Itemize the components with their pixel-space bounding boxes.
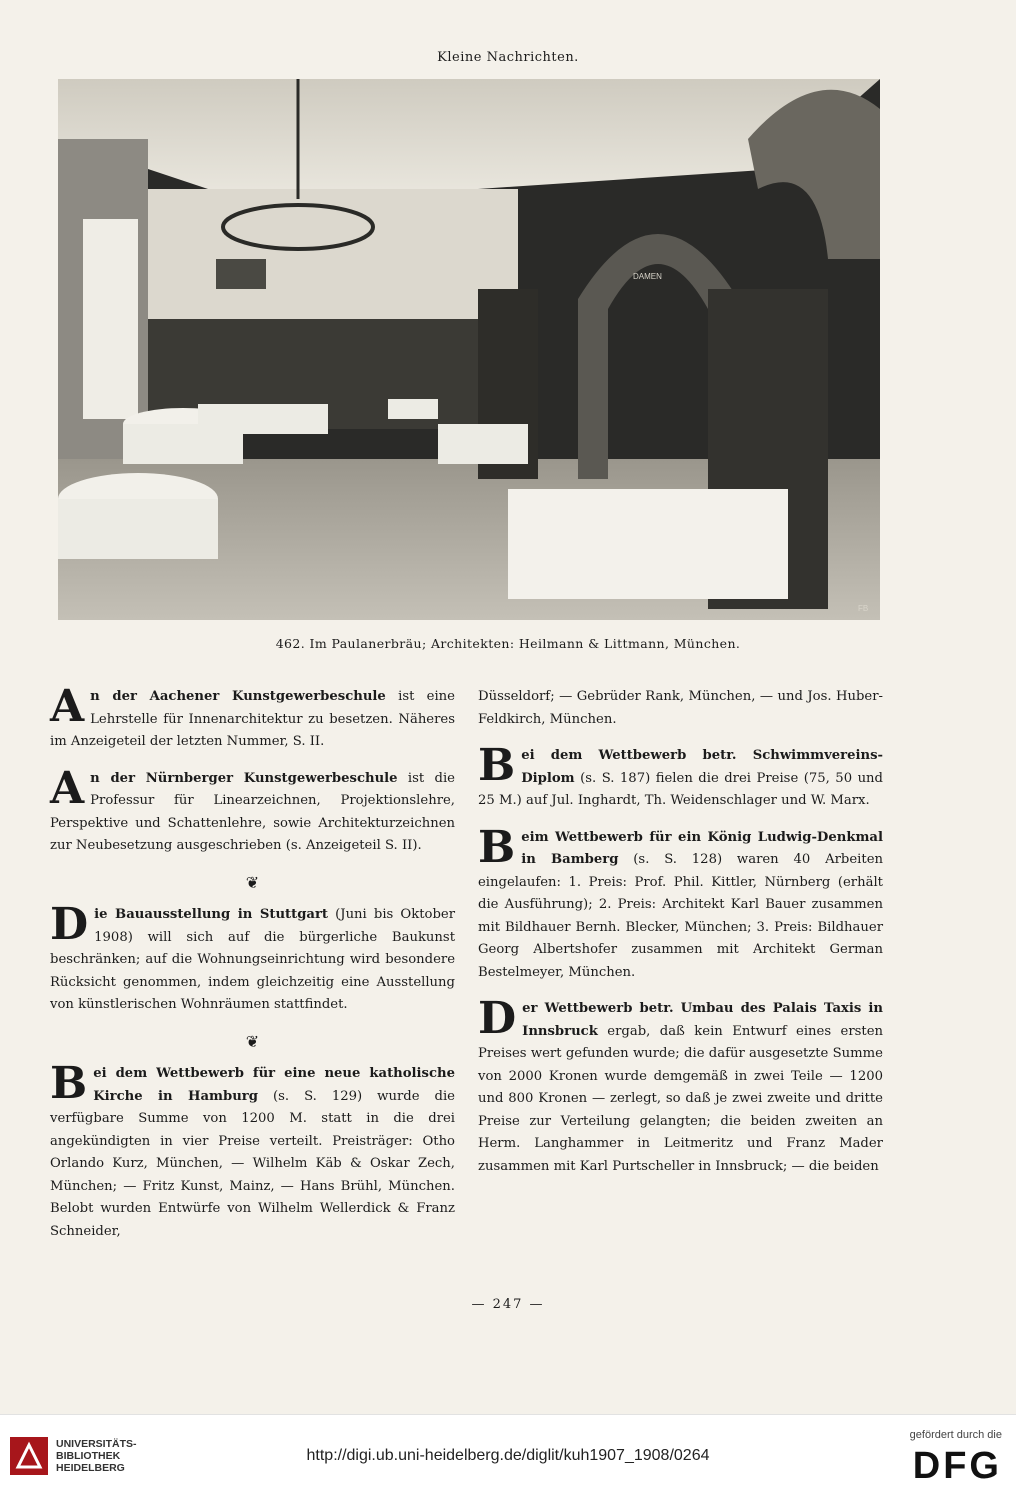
notice-aachen xyxy=(50,681,455,754)
notice-continuation xyxy=(478,686,883,731)
fleuron-ornament: ❦ xyxy=(245,1031,260,1051)
notice-lead: ei dem Wettbewerb betr. Schwimmvereins-Diplom xyxy=(521,748,883,786)
notice-text: (s. S. 129) wurde die verfügbare Summe von 1200 M. statt in die drei angekündigten in vier Preise verteilt. Preisträger: Otho Orlando Kurz, München, — Wilhelm Käb & Oskar Zech, München; — Fritz Kunst, Mainz, — Hans Brühl, München. Belobt wurden Entwürfe von Wilhelm Wellerdick & Franz Schneider, xyxy=(50,1088,455,1239)
drop-cap: B xyxy=(478,821,516,873)
page-number: — 247 — xyxy=(471,1297,545,1312)
notice-nuernberg xyxy=(50,762,455,858)
left-column xyxy=(50,681,456,1257)
running-head: Kleine Nachrichten. xyxy=(437,50,579,65)
drop-cap: D xyxy=(478,993,517,1044)
notice-lead: er Wettbewerb betr. Umbau des Palais Taxis in Innsbruck xyxy=(522,1001,883,1039)
drop-cap: D xyxy=(50,899,89,950)
library-name-line3: HEIDELBERG xyxy=(56,1462,125,1474)
viewer-footer xyxy=(0,1414,1016,1499)
notice-innsbruck xyxy=(478,993,883,1178)
dfg-logo[interactable]: DFG xyxy=(912,1445,1002,1487)
notice-stuttgart xyxy=(50,899,456,1017)
photographer-monogram: FB xyxy=(858,604,869,613)
notice-schwimmverein xyxy=(478,740,883,813)
figure-caption: 462. Im Paulanerbräu; Architekten: Heilmann & Littmann, München. xyxy=(275,636,741,651)
notice-text: (s. S. 128) waren 40 Arbeiten eingelaufen: 1. Preis: Prof. Phil. Kittler, Nürnberg (erhält die Ausführung); 2. Preis: Architekt Karl Bauer zusammen mit Bildhauer Bernh. Blecker, München; 3. Preis: Bildhauer Georg Albertshofer zusammen mit Architekt German Bestelmeyer, München. xyxy=(478,852,883,980)
notice-lead: ei dem Wettbewerb für eine neue katholische Kirche in Hamburg xyxy=(93,1066,455,1104)
notice-text: (s. S. 187) fielen die drei Preise (75, 50 und 25 M.) auf Jul. Inghardt, Th. Weidenschlager und W. Marx. xyxy=(478,770,883,808)
library-name-line1: UNIVERSITÄTS- xyxy=(56,1438,137,1450)
notice-text: (Juni bis Oktober 1908) will sich auf die bürgerliche Baukunst beschränken; auf die Wohnungseinrichtung wird besondere Rücksicht genommen, indem gleichzeitig eine Ausstellung von künstlerischen Wohnräumen stattfindet. xyxy=(50,907,456,1012)
drop-cap: A xyxy=(50,762,85,814)
right-column xyxy=(478,686,883,1192)
notice-text: ist eine Lehrstelle für Innenarchitektur zu besetzen. Näheres im Anzeigeteil der letzten Nummer, S. II. xyxy=(50,689,455,749)
notice-lead: n der Nürnberger Kunstgewerbeschule xyxy=(90,770,398,786)
notice-lead: ie Bauausstellung in Stuttgart xyxy=(94,907,329,922)
funding-text: gefördert durch die xyxy=(909,1429,1002,1441)
notice-text: Düsseldorf; — Gebrüder Rank, München, — und Jos. Huber-Feldkirch, München. xyxy=(478,689,883,727)
library-name-line2: BIBLIOTHEK xyxy=(56,1450,121,1462)
drop-cap: B xyxy=(50,1058,88,1109)
door-sign: DAMEN xyxy=(633,272,662,281)
notice-text: ergab, daß kein Entwurf eines ersten Preises wert gefunden wurde; die dafür ausgesetzte Summe von 2000 Kronen wurde demgemäß in zwei Teile — 1200 und 800 Kronen — zerlegt, so daß je zwei zweite und dritte Preise zur Verteilung gelangten; die beiden zweiten an Herm. Langhammer in Leitmeritz und Franz Mader zusammen mit Karl Purtscheller in Innsbruck; — die beiden xyxy=(478,1023,883,1174)
notice-lead: n der Aachener Kunstgewerbeschule xyxy=(90,689,386,704)
notice-text: ist die Professur für Linearzeichnen, Projektionslehre, Perspektive und Schattenlehre, sowie Architekturzeichnen zur Neubesetzung ausgeschrieben (s. Anzeigeteil S. II). xyxy=(50,770,455,853)
permalink-url[interactable]: http://digi.ub.uni-heidelberg.de/diglit/kuh1907_1908/0264 xyxy=(306,1447,710,1464)
funding-credit xyxy=(910,1429,1002,1488)
restaurant-photo xyxy=(58,79,880,620)
notice-lead: eim Wettbewerb für ein König Ludwig-Denkmal in Bamberg xyxy=(521,829,883,867)
drop-cap: B xyxy=(478,740,516,791)
notice-bamberg xyxy=(478,821,883,985)
notice-hamburg xyxy=(50,1058,455,1243)
drop-cap: A xyxy=(50,681,85,732)
fleuron-ornament: ❦ xyxy=(245,872,260,892)
